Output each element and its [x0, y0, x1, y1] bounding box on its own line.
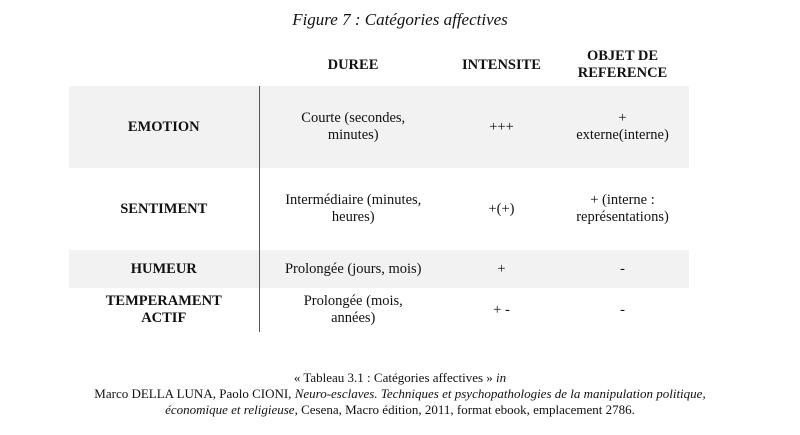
caption-italic: Neuro-esclaves. Techniques et psychopathologies de la manipulation politique,	[294, 386, 706, 401]
caption-line-2	[0, 386, 800, 402]
caption-text: Marco DELLA LUNA, Paolo CIONI,	[94, 386, 295, 401]
row-category-sentiment: SENTIMENT	[69, 168, 259, 250]
cell-text: TEMPERAMENT	[105, 293, 222, 309]
header-objet	[556, 44, 689, 86]
cell-text: externe(interne)	[576, 127, 669, 143]
cell-text: + (interne :	[590, 192, 655, 208]
cell-text: heures)	[331, 209, 375, 225]
table-row	[69, 168, 689, 250]
caption-line-1	[0, 370, 800, 386]
table-row	[69, 86, 689, 168]
source-caption	[0, 370, 800, 418]
cell-text: années)	[331, 310, 376, 326]
cell-intensite: +++	[447, 86, 556, 168]
cell-duree	[259, 168, 447, 250]
figure-title: Figure 7 : Catégories affectives	[292, 10, 508, 29]
caption-italic: économique et religieuse	[165, 402, 295, 417]
cell-duree	[259, 86, 447, 168]
caption-italic: in	[496, 370, 507, 385]
cell-objet: -	[556, 250, 689, 288]
header-empty	[69, 44, 259, 86]
cell-text: minutes)	[327, 127, 379, 143]
affective-categories-table	[69, 44, 689, 332]
header-objet-line1: OBJET DE	[586, 48, 659, 64]
caption-line-3	[0, 402, 800, 418]
table-row	[69, 250, 689, 288]
cell-objet: -	[620, 301, 625, 318]
row-category-temperament	[69, 288, 259, 332]
cell-text: Prolongée (mois,	[303, 293, 403, 309]
header-intensite: INTENSITE	[462, 56, 541, 73]
cell-objet	[556, 168, 689, 250]
row-category-emotion: EMOTION	[69, 86, 259, 168]
header-duree: DUREE	[327, 56, 379, 73]
table-header-row	[69, 44, 689, 86]
cell-text: représentations)	[576, 209, 669, 225]
caption-text: , Cesena, Macro édition, 2011, format ebook, emplacement 2786.	[294, 402, 635, 417]
row-category-humeur: HUMEUR	[69, 250, 259, 288]
cell-duree: Prolongée (jours, mois)	[259, 250, 447, 288]
table-row	[69, 288, 689, 332]
caption-text: « Tableau 3.1 : Catégories affectives »	[293, 370, 497, 385]
cell-text: +	[618, 110, 627, 126]
cell-text: ACTIF	[141, 310, 187, 326]
cell-objet	[556, 86, 689, 168]
cell-intensite: +(+)	[488, 200, 515, 217]
cell-intensite: +	[447, 250, 556, 288]
cell-intensite: + -	[493, 301, 510, 318]
cell-text: Courte (secondes,	[301, 110, 406, 126]
cell-duree	[259, 288, 447, 332]
header-objet-line2: REFERENCE	[577, 65, 668, 81]
cell-text: Intermédiaire (minutes,	[285, 192, 422, 208]
